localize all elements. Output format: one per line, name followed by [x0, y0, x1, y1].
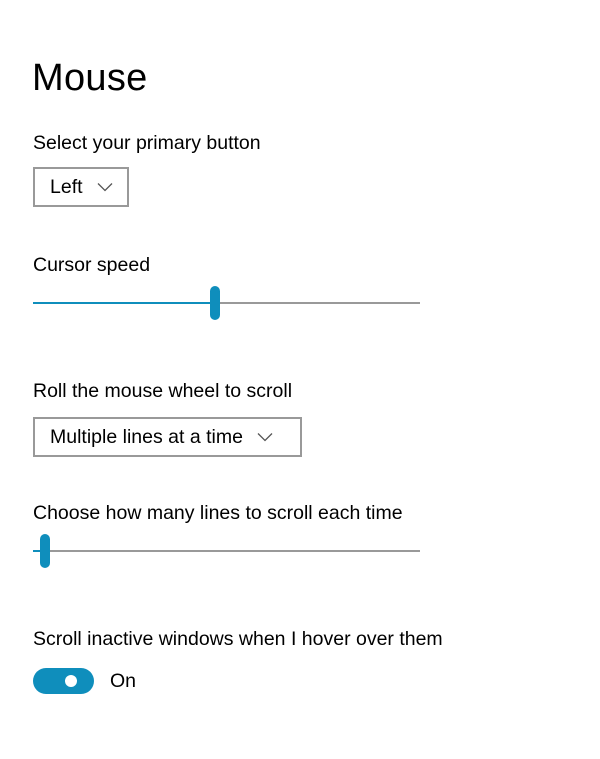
primary-button-value: Left: [50, 175, 83, 198]
chevron-down-icon: [257, 432, 273, 442]
toggle-knob: [65, 675, 77, 687]
cursor-speed-fill: [33, 302, 215, 304]
primary-button-dropdown[interactable]: [33, 167, 129, 207]
cursor-speed-label: Cursor speed: [33, 254, 151, 276]
lines-to-scroll-slider[interactable]: [33, 534, 420, 568]
inactive-scroll-label: Scroll inactive windows when I hover over them: [33, 628, 443, 650]
wheel-scroll-value: Multiple lines at a time: [50, 425, 243, 448]
primary-button-label: Select your primary button: [33, 132, 261, 154]
lines-to-scroll-thumb[interactable]: [40, 534, 50, 568]
inactive-scroll-toggle-row: [33, 668, 136, 694]
chevron-down-icon: [97, 182, 113, 192]
lines-to-scroll-label: Choose how many lines to scroll each time: [33, 502, 403, 524]
cursor-speed-thumb[interactable]: [210, 286, 220, 320]
cursor-speed-slider[interactable]: [33, 286, 420, 320]
wheel-scroll-dropdown[interactable]: [33, 417, 302, 457]
toggle-state-text: On: [110, 669, 137, 692]
wheel-scroll-label: Roll the mouse wheel to scroll: [33, 380, 293, 402]
lines-to-scroll-track: [33, 550, 420, 552]
inactive-scroll-toggle[interactable]: [33, 668, 94, 694]
page-title: Mouse: [32, 57, 148, 99]
